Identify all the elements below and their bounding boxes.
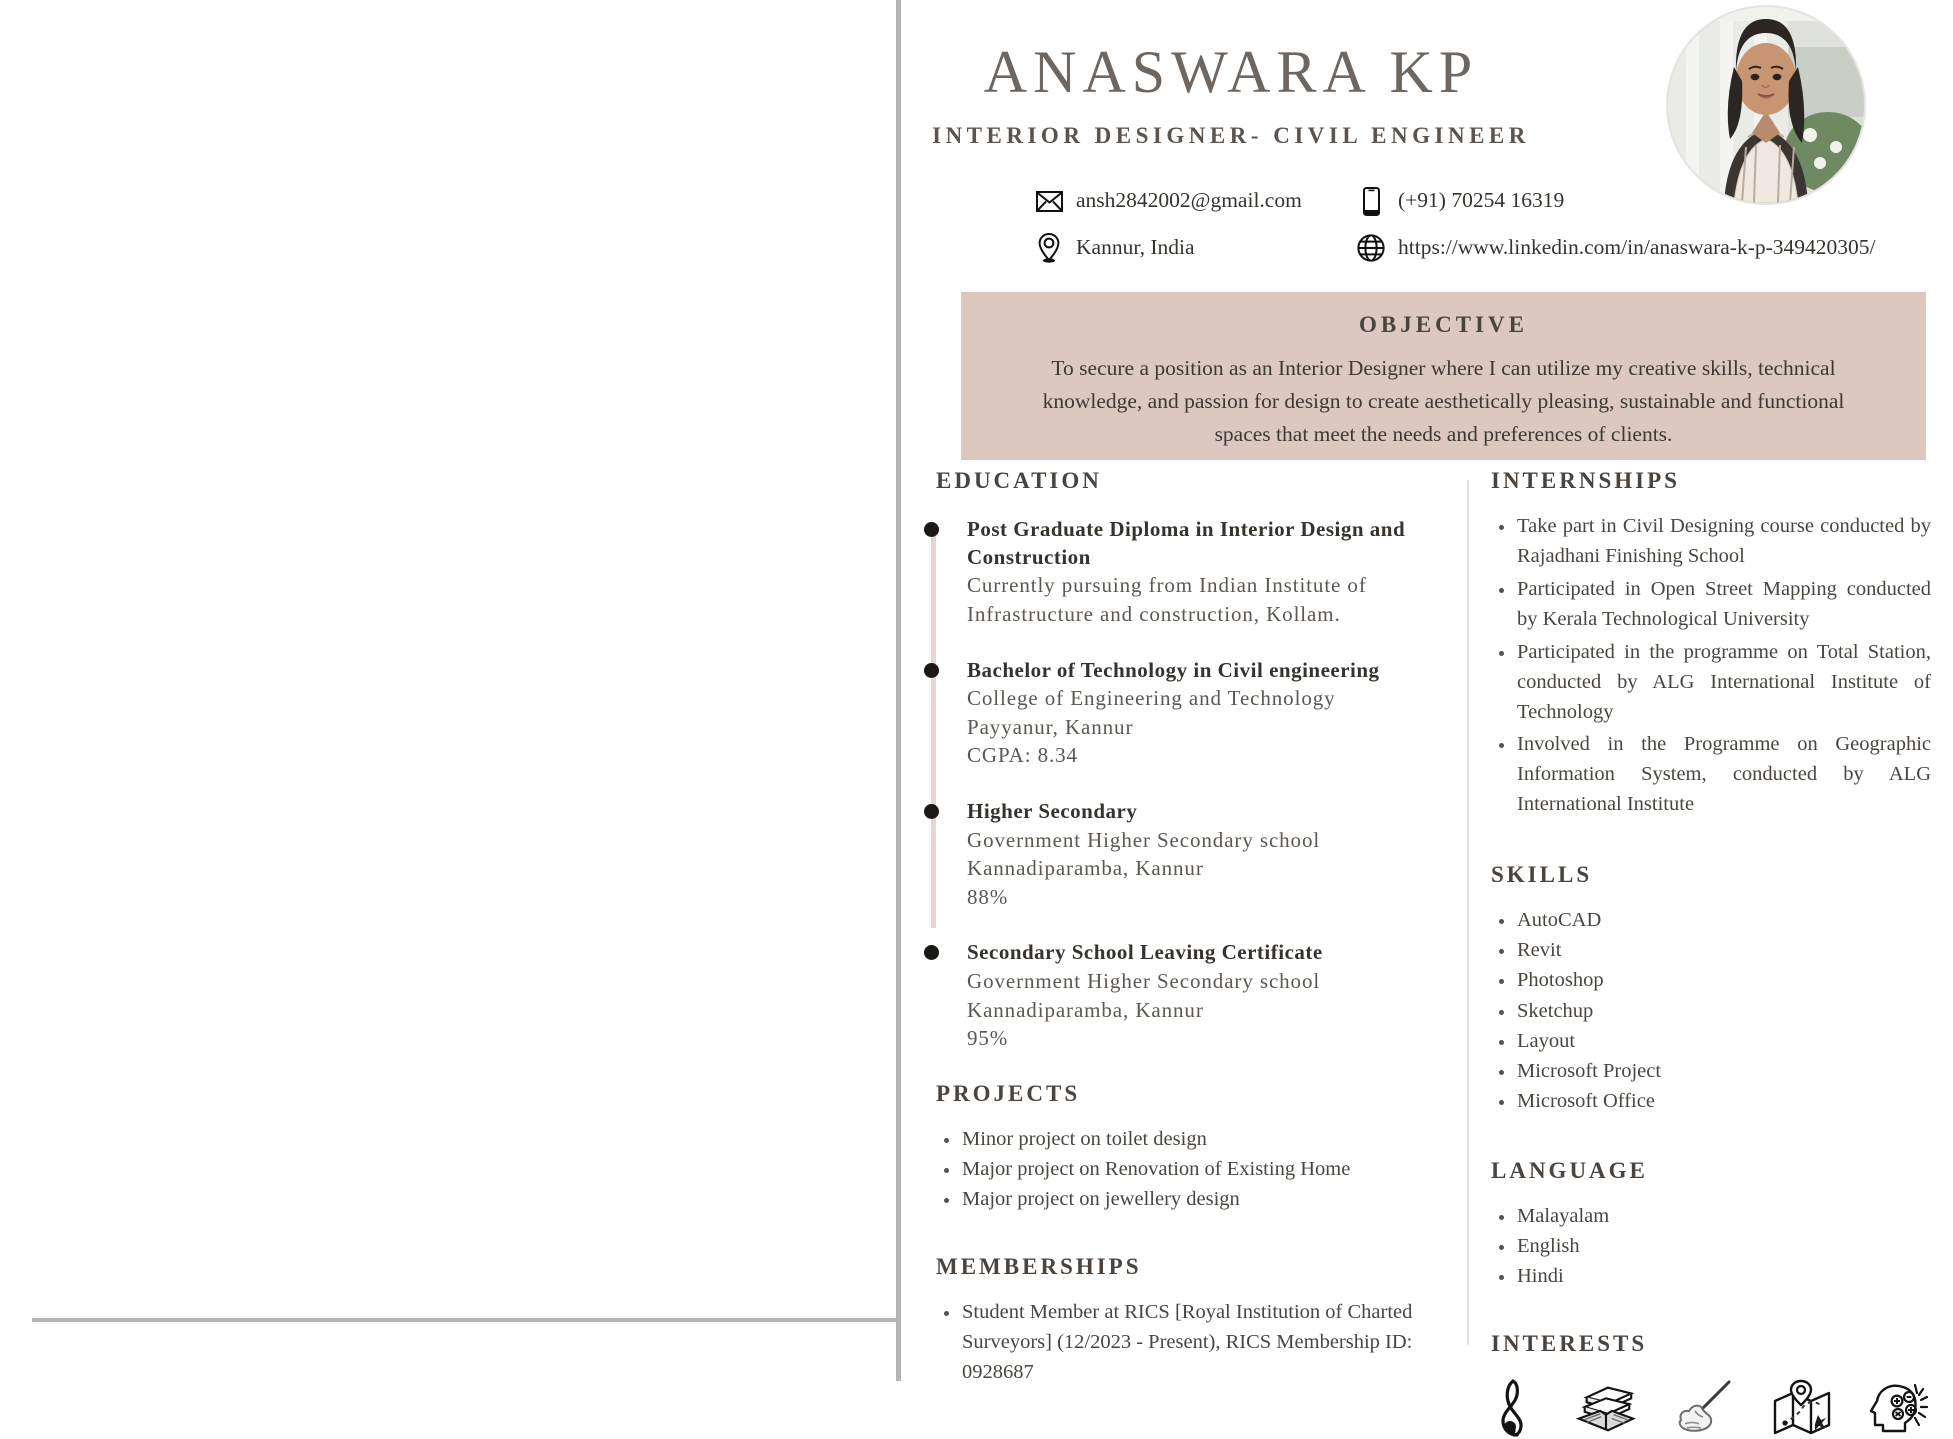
- education-detail: CGPA: 8.34: [967, 743, 1078, 768]
- education-item: [967, 798, 1461, 911]
- candidate-name: ANASWARA KP: [983, 39, 1479, 105]
- education-degree: Bachelor of Technology in Civil engineering: [967, 657, 1380, 682]
- list-item: Student Member at RICS [Royal Institution of Charted Surveyors] (12/2023 - Present), RICS Membership ID: 0928687: [936, 1298, 1461, 1388]
- contact-email-text: ansh2842002@gmail.com: [1076, 188, 1302, 213]
- list-item: Microsoft Office: [1491, 1087, 1931, 1116]
- internships-list: [1491, 512, 1931, 820]
- left-column: [921, 468, 1461, 1391]
- objective-body: To secure a position as an Interior Designer where I can utilize my creative skills, technical knowledge, and passion for design to create aesthetically pleasing, sustainable and functional spaces that meet the needs and preferences of clients.: [1042, 356, 1845, 446]
- location-pin-icon: [1034, 233, 1064, 263]
- education-item: [967, 516, 1461, 629]
- education-detail: College of Engineering and Technology: [967, 686, 1336, 711]
- education-detail: Government Higher Secondary school: [967, 827, 1321, 852]
- list-item: Layout: [1491, 1027, 1931, 1056]
- memberships-section: [936, 1254, 1461, 1388]
- education-degree: Post Graduate Diploma in Interior Design and Construction: [967, 517, 1406, 569]
- list-item: Revit: [1491, 936, 1931, 965]
- education-title: EDUCATION: [936, 468, 1102, 493]
- contact-linkedin-text: https://www.linkedin.com/in/anaswara-k-p-349420305/: [1398, 235, 1876, 260]
- list-item: Participated in the programme on Total Station, conducted by ALG International Institute of Technology: [1491, 638, 1931, 728]
- education-item: [967, 939, 1461, 1052]
- right-column: [1491, 468, 1931, 1439]
- projects-title: PROJECTS: [936, 1080, 1081, 1106]
- education-detail: 88%: [967, 884, 1009, 909]
- globe-icon: [1356, 233, 1386, 263]
- envelope-icon: [1034, 186, 1064, 216]
- contact-phone[interactable]: [1356, 186, 1856, 216]
- contact-linkedin[interactable]: [1356, 233, 1876, 263]
- list-item: Minor project on toilet design: [936, 1125, 1461, 1154]
- timeline-dot-icon: [924, 663, 939, 678]
- contact-phone-text: (+91) 70254 16319: [1398, 188, 1565, 213]
- language-section: [1491, 1158, 1931, 1291]
- interests-icon-row: [1491, 1377, 1931, 1439]
- timeline-dot-icon: [924, 945, 939, 960]
- interests-section: [1491, 1331, 1931, 1439]
- education-detail: Currently pursuing from Indian Institute of: [967, 573, 1367, 598]
- education-detail: Payyanur, Kannur: [967, 714, 1134, 739]
- contact-row-2: [1034, 233, 1876, 267]
- list-item: AutoCAD: [1491, 906, 1931, 935]
- memberships-title: MEMBERSHIPS: [936, 1253, 1142, 1279]
- language-title: LANGUAGE: [1491, 1157, 1648, 1183]
- education-detail: Kannadiparamba, Kannur: [967, 997, 1204, 1022]
- interests-title: INTERESTS: [1491, 1331, 1648, 1357]
- contact-email[interactable]: [1034, 186, 1356, 216]
- profile-photo-image: [1668, 7, 1864, 203]
- list-item: English: [1491, 1232, 1931, 1261]
- education-item: [967, 657, 1461, 770]
- travel-map-icon: [1771, 1377, 1833, 1439]
- education-detail: Kannadiparamba, Kannur: [967, 856, 1204, 881]
- timeline-dot-icon: [924, 522, 939, 537]
- list-item: Hindi: [1491, 1262, 1931, 1291]
- profile-photo: [1666, 5, 1866, 205]
- music-note-icon: [1491, 1377, 1539, 1439]
- education-detail: Government Higher Secondary school: [967, 968, 1321, 993]
- contact-location-text: Kannur, India: [1076, 235, 1195, 260]
- contact-location: [1034, 233, 1356, 263]
- resume-sheet: [901, 0, 1953, 1381]
- books-reading-icon: [1575, 1377, 1637, 1439]
- skills-list: [1491, 906, 1931, 1116]
- candidate-title: INTERIOR DESIGNER- CIVIL ENGINEER: [932, 123, 1530, 148]
- projects-section: [936, 1081, 1461, 1214]
- resume-body: [901, 468, 1953, 1381]
- education-detail: 95%: [967, 1026, 1009, 1051]
- education-degree: Secondary School Leaving Certificate: [967, 940, 1323, 965]
- list-item: Major project on Renovation of Existing Home: [936, 1155, 1461, 1184]
- list-item: Sketchup: [1491, 997, 1931, 1026]
- skills-section: [1491, 862, 1931, 1116]
- skills-title: SKILLS: [1491, 862, 1593, 888]
- list-item: Involved in the Programme on Geographic Information System, conducted by ALG International Institute: [1491, 730, 1931, 820]
- list-item: Major project on jewellery design: [936, 1185, 1461, 1214]
- drawing-hand-icon: [1673, 1377, 1735, 1439]
- timeline-line: [931, 524, 936, 928]
- education-timeline: [921, 516, 1461, 1053]
- education-detail: Infrastructure and construction, Kollam.: [967, 601, 1341, 626]
- phone-icon: [1356, 186, 1386, 216]
- thinking-head-icon: [1869, 1377, 1931, 1439]
- resume-header: [901, 0, 1953, 290]
- language-list: [1491, 1202, 1931, 1291]
- projects-list: [936, 1125, 1461, 1214]
- internships-section: [1491, 468, 1931, 820]
- list-item: Participated in Open Street Mapping conducted by Kerala Technological University: [1491, 575, 1931, 635]
- list-item: Malayalam: [1491, 1202, 1931, 1231]
- internships-title: INTERNSHIPS: [1491, 468, 1680, 493]
- column-divider: [1467, 480, 1469, 1345]
- page-blank-left-margin: [0, 0, 896, 1381]
- objective-title: OBJECTIVE: [1359, 312, 1528, 337]
- objective-section: [961, 292, 1926, 460]
- timeline-dot-icon: [924, 804, 939, 819]
- contact-row-1: [1034, 186, 1864, 220]
- memberships-list: [936, 1298, 1461, 1388]
- list-item: Microsoft Project: [1491, 1057, 1931, 1086]
- list-item: Take part in Civil Designing course conducted by Rajadhani Finishing School: [1491, 512, 1931, 572]
- contact-block: [1034, 186, 1876, 280]
- education-degree: Higher Secondary: [967, 798, 1138, 823]
- list-item: Photoshop: [1491, 966, 1931, 995]
